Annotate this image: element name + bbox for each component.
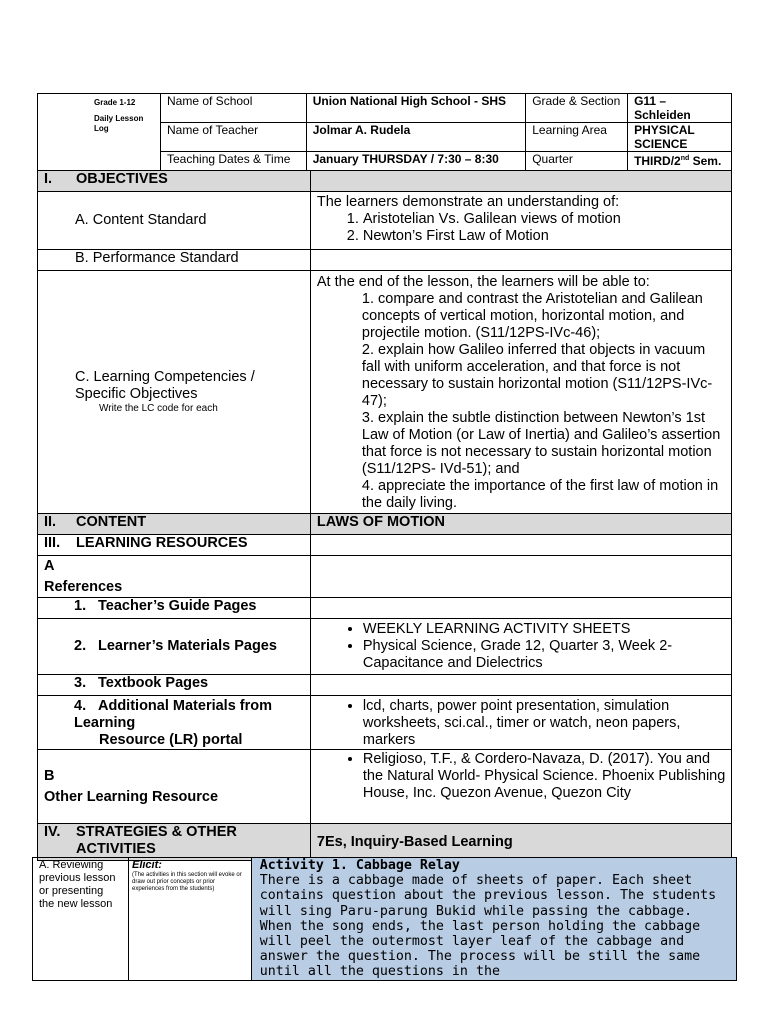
strategies-title: STRATEGIES & OTHER ACTIVITIES: [76, 824, 237, 857]
lm-item: • WEEKLY LEARNING ACTIVITY SHEETS: [363, 621, 727, 638]
am-label-line1: [74, 698, 306, 732]
dll-label-cell: [38, 94, 161, 181]
content-value: LAWS OF MOTION: [310, 514, 731, 535]
competencies-intro: At the end of the lesson, the learners will be able to:: [316, 274, 650, 290]
activity-phase: Elicit:: [131, 859, 162, 871]
am-label-1: Additional Materials from Learning: [74, 698, 273, 731]
performance-value-cell: [310, 250, 731, 271]
activity-body-cell: [251, 858, 736, 981]
content-heading: [38, 514, 311, 535]
competencies-list: [317, 291, 727, 512]
competencies-cell: [310, 271, 731, 514]
content-standard-label-cell: [38, 192, 311, 250]
content-standard-cell: [310, 192, 731, 250]
objectives-row: [38, 171, 732, 192]
resources-a-letter: A: [44, 558, 55, 574]
other-resources-item: • Religioso, T.F., & Cordero-Navaza, D. (2017). You and the Natural World- Physical Science. Phoenix Publishing House, Inc. Quezon Avenue, Quezon City: [363, 751, 727, 802]
tb-num: 3.: [74, 675, 87, 691]
objectives-title: OBJECTIVES: [76, 171, 168, 187]
content-standard-intro: The learners demonstrate an understanding of:: [316, 194, 620, 210]
content-standard-list: [317, 211, 727, 245]
lm-list: [315, 621, 727, 672]
other-resources-value-cell: [310, 750, 731, 824]
school-label: Name of School: [161, 94, 307, 123]
objectives-num: I.: [44, 171, 53, 187]
tg-label: Teacher’s Guide Pages: [98, 598, 257, 614]
activity-title: Activity 1. Cabbage Relay: [259, 858, 460, 873]
dll-label: Daily Lesson Log: [94, 114, 144, 133]
learning-area-label: Learning Area: [526, 123, 628, 152]
quarter-label: Quarter: [526, 152, 628, 181]
other-resources-list: [315, 751, 727, 802]
am-label-cell: [38, 696, 311, 750]
lesson-plan-table: [37, 170, 732, 861]
content-title: CONTENT: [76, 514, 147, 530]
competencies-note: Write the LC code for each: [99, 403, 218, 414]
tg-label-cell: [38, 598, 311, 619]
header-table: [37, 93, 732, 181]
am-item: • lcd, charts, power point presentation, simulation worksheets, sci.cal., timer or watch, neon papers, markers: [363, 698, 727, 749]
objectives-heading: [38, 171, 311, 192]
activity-phase-cell: [128, 858, 251, 981]
tg-num: 1.: [74, 598, 87, 614]
dates-value: January THURSDAY / 7:30 – 8:30: [306, 152, 526, 181]
dates-label: Teaching Dates & Time: [161, 152, 307, 181]
competency-item: 1. compare and contrast the Aristotelian and Galilean concepts of vertical motion, horizontal motion, and projectile motion. (S11/12PS-IVc-46);: [361, 291, 703, 341]
performance-label: B. Performance Standard: [75, 250, 239, 266]
strategies-heading-wrap: [44, 824, 306, 858]
tb-value-cell: [310, 675, 731, 696]
strategies-num: IV.: [44, 824, 61, 840]
competency-item: 2. explain how Galileo inferred that objects in vacuum fall with uniform acceleration, and that force is not necessary to sustain horizontal motion (S11/12PS-IVc-47);: [361, 342, 713, 409]
am-list: [315, 698, 727, 749]
resources-b-letter: B: [44, 767, 55, 784]
lm-num: 2.: [74, 638, 87, 654]
am-num: 4.: [74, 698, 87, 714]
strategies-value: 7Es, Inquiry-Based Learning: [310, 824, 731, 861]
teacher-value: Jolmar A. Rudela: [306, 123, 526, 152]
grade-section-label: Grade & Section: [526, 94, 628, 123]
quarter-sup: nd: [680, 155, 690, 162]
strategies-heading: [38, 824, 311, 861]
resources-num: III.: [44, 535, 61, 551]
am-value-cell: [310, 696, 731, 750]
other-resources-label: Other Learning Resource: [44, 788, 219, 805]
performance-label-cell: [38, 250, 311, 271]
references-label: References: [44, 579, 123, 595]
content-standard-item: 1. Aristotelian Vs. Galilean views of motion: [363, 211, 727, 228]
resources-heading: [38, 535, 311, 556]
objectives-heading-blank: [310, 171, 731, 192]
tb-label: Textbook Pages: [98, 675, 209, 691]
activity-step-label: A. Reviewing previous lesson or presenting the new lesson: [39, 859, 116, 910]
tg-value-cell: [310, 598, 731, 619]
other-resources-cell: [38, 750, 311, 824]
competency-item: 4. appreciate the importance of the first law of motion in the daily living.: [361, 478, 719, 511]
grade-section-value: G11 – Schleiden: [628, 94, 732, 123]
lm-item: • Physical Science, Grade 12, Quarter 3, Week 2- Capacitance and Dielectrics: [363, 638, 727, 672]
competency-item: 3. explain the subtle distinction between Newton’s 1st Law of Motion (or Law of Inertia) and Galileo’s assertion that force is not necessary to sustain horizontal motion (S11/12PS- IVd-51); and: [361, 410, 721, 477]
lm-label-cell: [38, 619, 311, 675]
content-num: II.: [44, 514, 57, 530]
learning-area-value: PHYSICAL SCIENCE: [628, 123, 732, 152]
lm-value-cell: [310, 619, 731, 675]
content-standard-label: A. Content Standard: [75, 212, 207, 228]
competencies-label-cell: [38, 271, 311, 514]
content-standard-item: 2. Newton’s First Law of Motion: [363, 228, 727, 245]
resources-heading-blank: [310, 535, 731, 556]
competencies-label: C. Learning Competencies / Specific Objectives: [75, 369, 255, 402]
activity-step-cell: [33, 858, 129, 981]
grade-label: Grade 1-12: [94, 98, 136, 107]
teacher-label: Name of Teacher: [161, 123, 307, 152]
lm-label: Learner’s Materials Pages: [98, 638, 277, 654]
activity-body: There is a cabbage made of sheets of paper. Each sheet contains question about the previous lesson. The students will sing Paru-parung Bukid while passing the cabbage. When the song ends, the last person holding the cabbage will peel the outermost layer leaf of the cabbage and answer the question. The process will be still the same until all the questions in the: [259, 873, 717, 980]
quarter-value-suffix: Sem.: [689, 154, 722, 168]
activity-table: [32, 857, 737, 981]
school-value: Union National High School - SHS: [306, 94, 526, 123]
activity-phase-note: (The activities in this section will evoke or draw out prior concepts or prior experiences from the students): [131, 872, 242, 892]
am-label-line2: Resource (LR) portal: [99, 732, 243, 748]
resources-title: LEARNING RESOURCES: [76, 535, 248, 551]
references-blank: [310, 556, 731, 598]
quarter-value-main: THIRD/2: [634, 154, 681, 168]
tb-label-cell: [38, 675, 311, 696]
references-cell: [38, 556, 311, 598]
